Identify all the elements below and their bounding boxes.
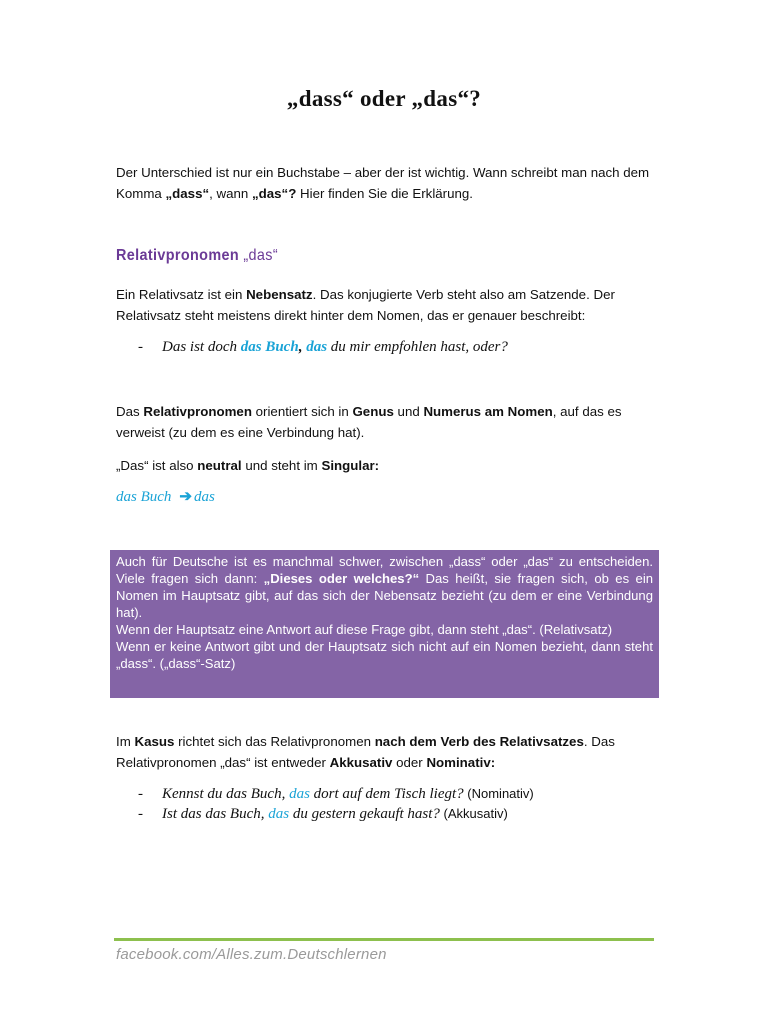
neutral-singular-paragraph [116,455,656,476]
example-1-comma: , [298,339,303,355]
info-box-paragraph-2: Wenn der Hauptsatz eine Antwort auf diese Frage gibt, dann steht „das“. (Relativsatz) [116,622,613,637]
intro-text-2: , wann [209,186,252,201]
example-2-case-label: (Nominativ) [463,786,534,801]
info-box-paragraph-3: Wenn er keine Antwort gibt und der Hauptsatz sich nicht auf ein Nomen bezieht, dann steht „dass“. („dass“-Satz) [116,639,653,671]
para2-text-4: , auf das es verweist (zu dem es eine Verbindung hat). [116,404,622,440]
para1-text-1: Ein Relativsatz ist ein [116,287,247,302]
info-box-paragraph-1 [116,553,653,621]
para1-bold-nebensatz: Nebensatz [246,287,313,302]
section-heading-quoted: „das“ [243,247,278,264]
das-pronoun-text: das [194,489,215,505]
example-3-part-2: du gestern gekauft hast? [289,806,440,822]
info-box-bold-question: „Dieses oder welches?“ [263,571,420,586]
para3-text-1: „Das“ ist also [116,458,198,473]
footer-facebook-link[interactable]: facebook.com/Alles.zum.Deutschlernen [116,946,387,963]
info-box-text-1: Auch für Deutsche ist es manchmal schwer, zwischen „dass“ oder „das“ zu entscheiden. Viele fragen sich dann: [116,554,653,586]
genus-numerus-paragraph [116,401,656,443]
example-1-part-1: Das ist doch [162,339,241,355]
para2-text-3: und [393,404,424,419]
section-heading [116,247,278,265]
para4-bold-nominativ: Nominativ: [426,755,496,770]
para2-text-1: Das [116,404,144,419]
example-2-part-2: dort auf dem Tisch liegt? [309,786,464,802]
list-dash: - [138,786,143,802]
intro-text-3: Hier finden Sie die Erklärung. [296,186,473,201]
intro-paragraph [116,162,656,204]
list-dash: - [138,339,143,355]
arrow-right-icon: ➔ [179,489,192,505]
para1-text-2: . Das konjugierte Verb steht also am Satzende. Der Relativsatz steht meistens direkt hinter dem Nomen, das er genauer beschreibt: [116,287,615,323]
para3-text-2: und steht im [241,458,322,473]
para3-bold-neutral: neutral [197,458,242,473]
para4-text-3: . Das Relativpronomen „das“ ist entweder [116,734,615,770]
para4-bold-akkusativ: Akkusativ [329,755,393,770]
example-1-noun: das Buch [240,339,299,355]
kasus-paragraph [116,731,656,773]
example-3-part-1: Ist das das Buch, [162,806,269,822]
intro-bold-das: „das“? [252,186,297,201]
relativsatz-paragraph [116,284,656,326]
footer-divider [114,938,654,941]
para2-text-2: orientiert sich in [251,404,353,419]
para4-text-1: Im [116,734,135,749]
list-dash: - [138,806,143,822]
para4-text-2: richtet sich das Relativpronomen [174,734,375,749]
das-buch-text: das Buch [116,489,172,505]
example-1-text [162,337,508,357]
example-1-pronoun: das [306,339,328,355]
das-buch-example [116,487,215,506]
example-2-text [162,784,534,804]
example-2-part-1: Kennst du das Buch, [162,786,290,802]
example-3-text [162,804,508,824]
page-title: „dass“ oder „das“? [286,86,482,111]
para2-bold-genus: Genus [352,404,394,419]
section-heading-main: Relativpronomen [116,247,244,264]
example-3-case-label: (Akkusativ) [439,806,508,821]
para4-text-4: oder [392,755,427,770]
para3-bold-singular: Singular: [321,458,380,473]
info-box-text-2: Das heißt, sie fragen sich, ob es ein Nomen im Hauptsatz gibt, auf das sich der Nebensatz bezieht (zu dem er eine Verbindung hat). [116,571,654,620]
example-1-part-2: du mir empfohlen hast, oder? [327,339,508,355]
example-2-pronoun: das [289,786,310,802]
intro-bold-dass: „dass“ [165,186,210,201]
intro-text-1: Der Unterschied ist nur ein Buchstabe – aber der ist wichtig. Wann schreibt man nach dem Komma [116,165,650,201]
example-3-pronoun: das [268,806,290,822]
para2-bold-relativpronomen: Relativpronomen [143,404,252,419]
info-box [110,550,659,698]
para4-bold-verb: nach dem Verb des Relativsatzes [374,734,584,749]
para4-bold-kasus: Kasus [134,734,175,749]
para2-bold-numerus: Numerus am Nomen [423,404,553,419]
